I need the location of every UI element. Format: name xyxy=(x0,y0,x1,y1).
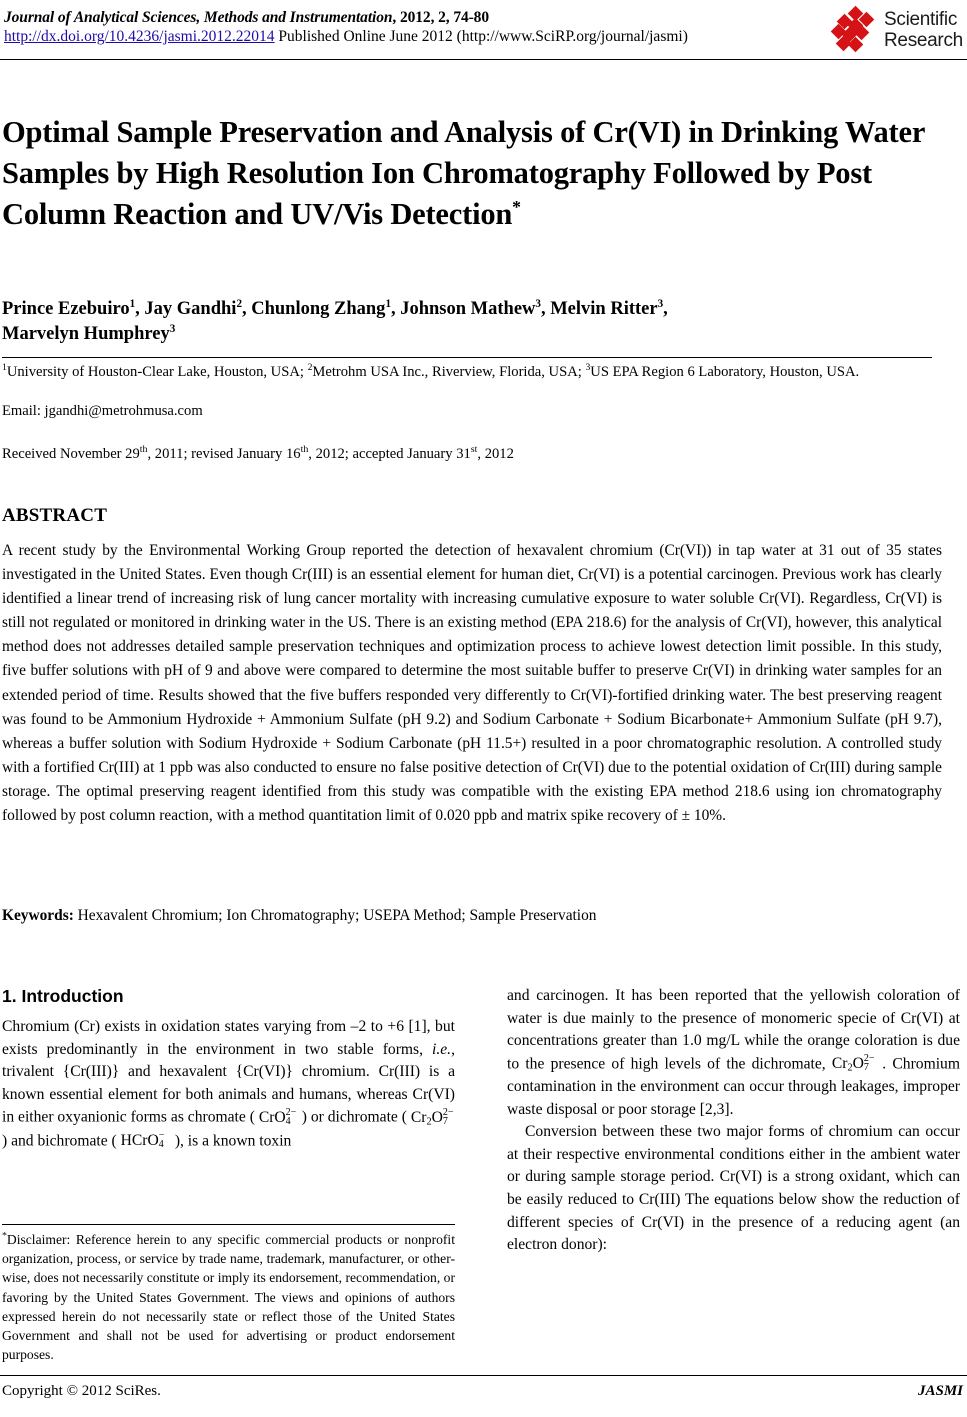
running-head xyxy=(4,8,834,47)
formula-dichromate: $Cr_2O$ 2− 7 xyxy=(410,1106,454,1128)
publisher-name-line1: Scientific xyxy=(884,9,958,30)
intro-text-c: ) or dichromate ( xyxy=(297,1108,411,1126)
affil-marker: 2 xyxy=(307,362,313,374)
publisher-name xyxy=(884,9,963,51)
affiliation-list: $^1$University of Houston-Clear Lake, Houston, USA; $^2$Metrohm USA Inc., Riverview, Florida, USA; $^3$US EPA Region 6 Laboratory, Houston, USA. xyxy=(2,362,860,380)
author-list: Prince Ezebuiro$^1$, Jay Gandhi$^2$, Chunlong Zhang$^1$, Johnson Mathew$^3$, Melvin Ritter$^3$, Marvelyn Humphrey$^3$ xyxy=(2,297,668,344)
journal-name: Journal of Analytical Sciences, Methods and Instrumentation xyxy=(4,9,393,26)
footnote-divider xyxy=(2,1224,455,1225)
affil-marker: 3 xyxy=(585,362,591,374)
keywords-label: Keywords: xyxy=(2,907,74,924)
formula-chromate: CrO 2− 4 xyxy=(258,1106,297,1127)
author-affil-marker: 3 xyxy=(535,297,541,310)
page-title xyxy=(2,112,932,235)
doi-line xyxy=(4,27,834,47)
footnote-text: Disclaimer: Reference herein to any specific commercial products or nonprofit organization, process, or service by trade name, trademark, manufacturer, or other-wise, does not necessarily constitute or imply its endorsement, recommendation, or favoring by the United States Government. The views and opinions of authors expressed herein do not necessarily state or reflect those of the United States Government and shall not be used for advertising or product endorsement purposes. xyxy=(2,1232,455,1363)
keywords-line xyxy=(2,905,942,927)
footnote-marker: * xyxy=(2,1230,7,1242)
footer-divider xyxy=(0,1375,967,1376)
intro-text-d: ) and bichromate ( xyxy=(2,1132,121,1150)
date-ordinal: th xyxy=(300,444,309,456)
formula-dichromate-right: $Cr_2O$ 2− 7 xyxy=(831,1053,875,1075)
date-ordinal: st xyxy=(470,444,478,456)
date-ordinal: th xyxy=(139,444,148,456)
title-footnote-marker: * xyxy=(512,197,521,218)
header-divider xyxy=(0,59,967,60)
publisher-name-line2: Research xyxy=(884,30,963,51)
scientific-research-diamond-icon xyxy=(833,8,879,52)
intro-text-e: ), is a known toxin xyxy=(170,1132,292,1150)
keywords-value: Hexavalent Chromium; Ion Chromatography; USEPA Method; Sample Preservation xyxy=(73,907,597,924)
right-paragraph-2: Conversion between these two major forms of chromium can occur at their respective environmental conditions either in the ambient water or during sample storage period. Cr(VI) is a strong oxidant, which can be easily reduced to Cr(III) The equations below show the reduction of different species of Cr(VI) in the presence of a reducing agent (an electron donor): xyxy=(507,1123,960,1254)
intro-paragraph-1 xyxy=(2,1016,455,1153)
author-divider xyxy=(2,357,932,358)
author-affil-marker: 1 xyxy=(129,297,136,310)
journal-citation xyxy=(4,8,834,27)
contact-email[interactable]: Email: jgandhi@metrohmusa.com xyxy=(2,403,203,419)
submission-dates: Received November 29th, 2011; revised January 16th, 2012; accepted January 31st, 2012 xyxy=(2,444,514,462)
author-affil-marker: 3 xyxy=(657,297,664,310)
right-text-a: and carcinogen. It has been reported that the yellowish coloration of water is due mainly to the presence of monomeric specie of Cr(VI) at concentrations greater than 1.0 mg/L while the orange coloration is due to the presence of high levels of the dichromate, xyxy=(507,987,960,1073)
affil-marker: 1 xyxy=(2,362,7,374)
body-column-left xyxy=(2,985,455,1153)
published-online-note: Published Online June 2012 (http://www.SciRP.org/journal/jasmi) xyxy=(274,28,688,45)
publisher-logo xyxy=(833,4,963,56)
author-affil-marker: 1 xyxy=(385,297,391,310)
journal-abbreviation: JASMI xyxy=(917,1383,963,1399)
formula-bichromate: HCrO − 4 xyxy=(120,1129,165,1151)
body-column-right xyxy=(507,985,960,1257)
abstract-body: A recent study by the Environmental Working Group reported the detection of hexavalent chromium (Cr(VI)) in tap water at 31 out of 35 states investigated in the United States. Even though Cr(III) is an essential element for human diet, Cr(VI) is a potential carcinogen. Previous work has clearly identified a linear trend of increasing risk of lung cancer mortality with increasing cumulative exposure to water soluble Cr(VI). Regardless, Cr(VI) is still not regulated or monitored in drinking water in the US. There is an existing method (EPA 218.6) for the analysis of Cr(VI), however, this analytical method does not addresses detailed sample preservation techniques and optimization process to achieve lowest detection limit possible. In this study, five buffer solutions with pH of 9 and above were compared to determine the most suitable buffer to preserve Cr(VI) in drinking water samples for an extended period of time. Results showed that the five buffers responded very differently to Cr(VI)-fortified drinking water. The best preserving reagent was found to be Ammonium Hydroxide + Ammonium Sulfate (pH 9.2) and Sodium Carbonate + Sodium Bicarbonate+ Ammonium Sulfate (pH 9.7), whereas a buffer solution with Sodium Hydroxide + Sodium Carbonate (pH 11.5+) resulted in a poor chromatographic resolution. A controlled study with a fortified Cr(III) at 1 ppb was also conducted to ensure no false positive detection of Cr(VI) due to the potential oxidation of Cr(III) during sample storage. The optimal preserving reagent identified from this study was compatible with the existing EPA method 218.6 using ion chromatography followed by post column reaction, with a method quantitation limit of 0.020 ppb and matrix spike recovery of ± 10%. xyxy=(2,542,942,825)
author-affil-marker: 3 xyxy=(169,322,176,335)
intro-ie-italic: i.e. xyxy=(432,1040,452,1058)
section-heading-introduction: 1. Introduction xyxy=(2,986,124,1006)
right-text-b: . Chromium contamination in the environment can occur through leakages, improper waste disposal or poor storage [2,3]. xyxy=(507,1055,960,1118)
right-paragraph-1 xyxy=(507,985,960,1121)
copyright-notice: Copyright © 2012 SciRes. xyxy=(2,1383,161,1399)
abstract-heading: ABSTRACT xyxy=(2,505,108,526)
doi-link[interactable]: http://dx.doi.org/10.4236/jasmi.2012.22014 xyxy=(4,28,275,45)
page-footer xyxy=(0,1381,967,1401)
footnote-disclaimer xyxy=(2,1230,455,1364)
intro-text-b: , trivalent {Cr(III)} and hexavalent {Cr(VI)} chromium. Cr(III) is a known essential element for both animals and humans, whereas Cr(VI) in either oxyanionic forms as chromate ( xyxy=(2,1040,455,1126)
author-affil-marker: 2 xyxy=(236,297,242,310)
page-title-text: Optimal Sample Preservation and Analysis of Cr(VI) in Drinking Water Samples by High Resolution Ion Chromatography Followed by Post Column Reaction and UV/Vis Detection xyxy=(2,115,925,232)
intro-text-a: Chromium (Cr) exists in oxidation states varying from –2 to +6 [1], but exists predominantly in the environment in two stable forms, xyxy=(2,1018,455,1058)
journal-volume-pages: , 2012, 2, 74-80 xyxy=(392,9,489,26)
